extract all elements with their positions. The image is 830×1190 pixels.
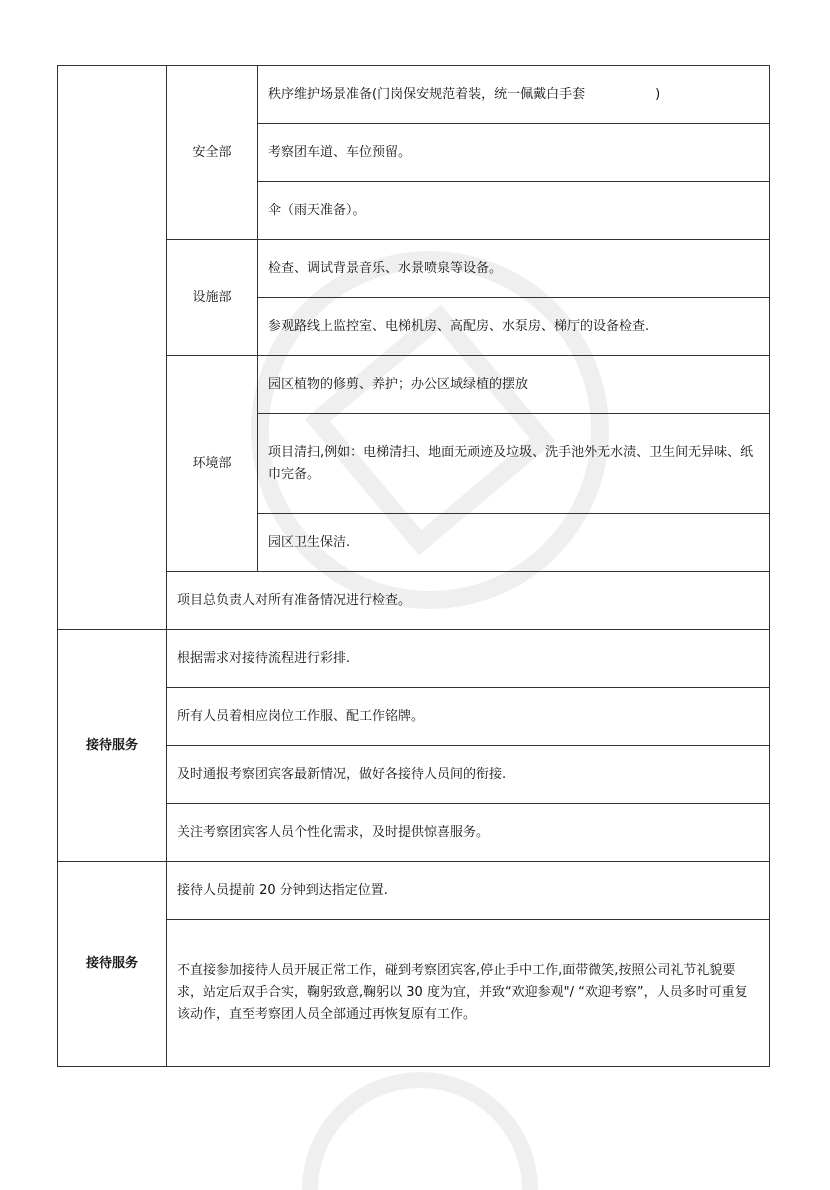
- facilities-item-1: 检查、调试背景音乐、水景喷泉等设备。: [258, 240, 770, 298]
- reception2-item-1: 接待人员提前 20 分钟到达指定位置.: [167, 862, 770, 920]
- section-reception-2: 接待服务: [58, 862, 167, 1067]
- reception1-item-4: 关注考察团宾客人员个性化需求，及时提供惊喜服务。: [167, 804, 770, 862]
- table-row: [58, 66, 770, 124]
- table-row: [58, 862, 770, 920]
- security-item-3: 伞（雨天准备）。: [258, 182, 770, 240]
- security-item-1: 秩序维护场景准备(门岗保安规范着装，统一佩戴白手套 ): [258, 66, 770, 124]
- dept-environment: 环境部: [167, 356, 258, 572]
- facilities-item-2: 参观路线上监控室、电梯机房、高配房、水泵房、梯厅的设备检查.: [258, 298, 770, 356]
- table-row: [58, 630, 770, 688]
- security-item-2: 考察团车道、车位预留。: [258, 124, 770, 182]
- reception1-item-2: 所有人员着相应岗位工作服、配工作铭牌。: [167, 688, 770, 746]
- dept-facilities: 设施部: [167, 240, 258, 356]
- reception2-item-2: 不直接参加接待人员开展正常工作，碰到考察团宾客,停止手中工作,面带微笑,按照公司礼节礼貌要求，站定后双手合实，鞠躬致意,鞠躬以 30 度为宜，并致“欢迎参观"/ “欢迎考察”，人员多时可重复该动作，直至考察团人员全部通过再恢复原有工作。: [167, 920, 770, 1067]
- environment-item-2: 项目清扫,例如：电梯清扫、地面无顽迹及垃圾、洗手池外无水渍、卫生间无异味、纸巾完备。: [258, 414, 770, 514]
- environment-item-3: 园区卫生保洁.: [258, 514, 770, 572]
- reception1-item-1: 根据需求对接待流程进行彩排.: [167, 630, 770, 688]
- reception1-item-3: 及时通报考察团宾客最新情况，做好各接待人员间的衔接.: [167, 746, 770, 804]
- empty-section-cell: [58, 66, 167, 630]
- dept-security: 安全部: [167, 66, 258, 240]
- environment-item-1: 园区植物的修剪、养护；办公区域绿植的摆放: [258, 356, 770, 414]
- watermark-graphic-bottom: [290, 1050, 550, 1190]
- preparation-table: [57, 65, 770, 1067]
- section-reception-1: 接待服务: [58, 630, 167, 862]
- check-row: 项目总负责人对所有准备情况进行检查。: [167, 572, 770, 630]
